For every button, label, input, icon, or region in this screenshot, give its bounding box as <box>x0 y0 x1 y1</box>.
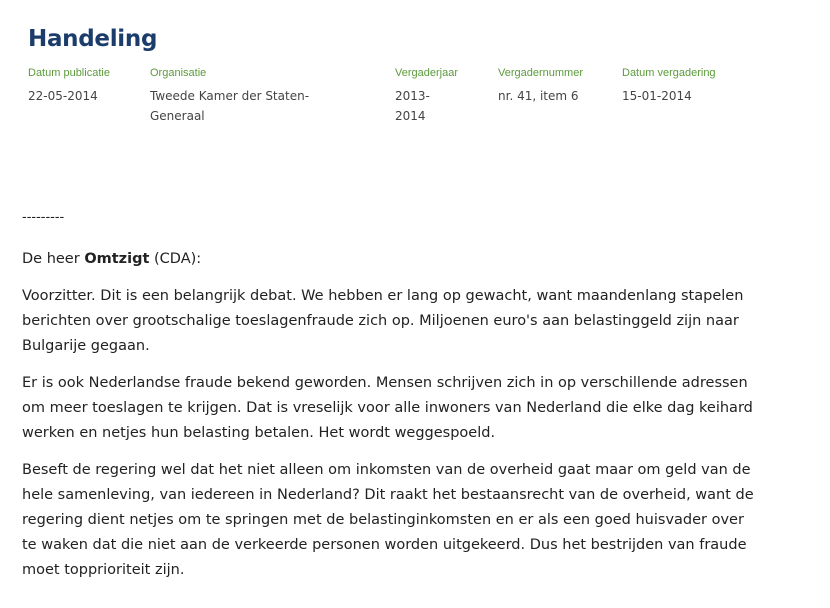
meta-label: Datum vergadering <box>622 67 716 79</box>
paragraph: Er is ook Nederlandse fraude bekend geworden. Mensen schrijven zich in op verschillende adressen om meer toeslagen te krijgen. Dat is vreselijk voor alle inwoners van Nederland die elke dag keihard werken en netjes hun belasting betalen. Het wordt weggespoeld. <box>22 375 753 441</box>
speaker-prefix: De heer <box>22 251 85 267</box>
meta-datum-publicatie <box>28 66 110 106</box>
page-title: Handeling <box>28 26 158 52</box>
speaker-line <box>22 247 762 272</box>
meta-label: Datum publicatie <box>28 67 110 79</box>
meta-value: Tweede Kamer der Staten-Generaal <box>150 89 310 123</box>
meta-datum-vergadering <box>622 66 716 106</box>
meta-value: nr. 41, item 6 <box>498 89 579 103</box>
document-body <box>22 247 762 595</box>
separator: --------- <box>22 210 65 225</box>
speaker-name: Omtzigt <box>84 251 150 267</box>
meta-value: 2013-2014 <box>395 89 430 123</box>
meta-organisatie <box>150 66 350 126</box>
meta-label: Vergadernummer <box>498 67 583 79</box>
meta-vergaderjaar <box>395 66 457 126</box>
meta-vergadernummer <box>498 66 583 106</box>
meta-label: Organisatie <box>150 67 207 79</box>
paragraph: Voorzitter. Dit is een belangrijk debat. We hebben er lang op gewacht, want maandenlang stapelen berichten over grootschalige toeslagenfraude zich op. Miljoenen euro's aan belastinggeld zijn naar Bulgarije gegaan. <box>22 288 744 354</box>
paragraph: Beseft de regering wel dat het niet alleen om inkomsten van de overheid gaat maar om geld van de hele samenleving, van iedereen in Nederland? Dit raakt het bestaansrecht van de overheid, want de regering dient netjes om te springen met de belastinginkomsten en er als een goed huisvader over te waken dat die niet aan de verkeerde personen worden uitgekeerd. Dus het bestrijden van fraude moet topprioriteit zijn. <box>22 462 754 578</box>
speaker-party: (CDA): <box>149 251 202 267</box>
meta-value: 15-01-2014 <box>622 89 692 103</box>
meta-value: 22-05-2014 <box>28 89 98 103</box>
meta-label: Vergaderjaar <box>395 67 458 79</box>
